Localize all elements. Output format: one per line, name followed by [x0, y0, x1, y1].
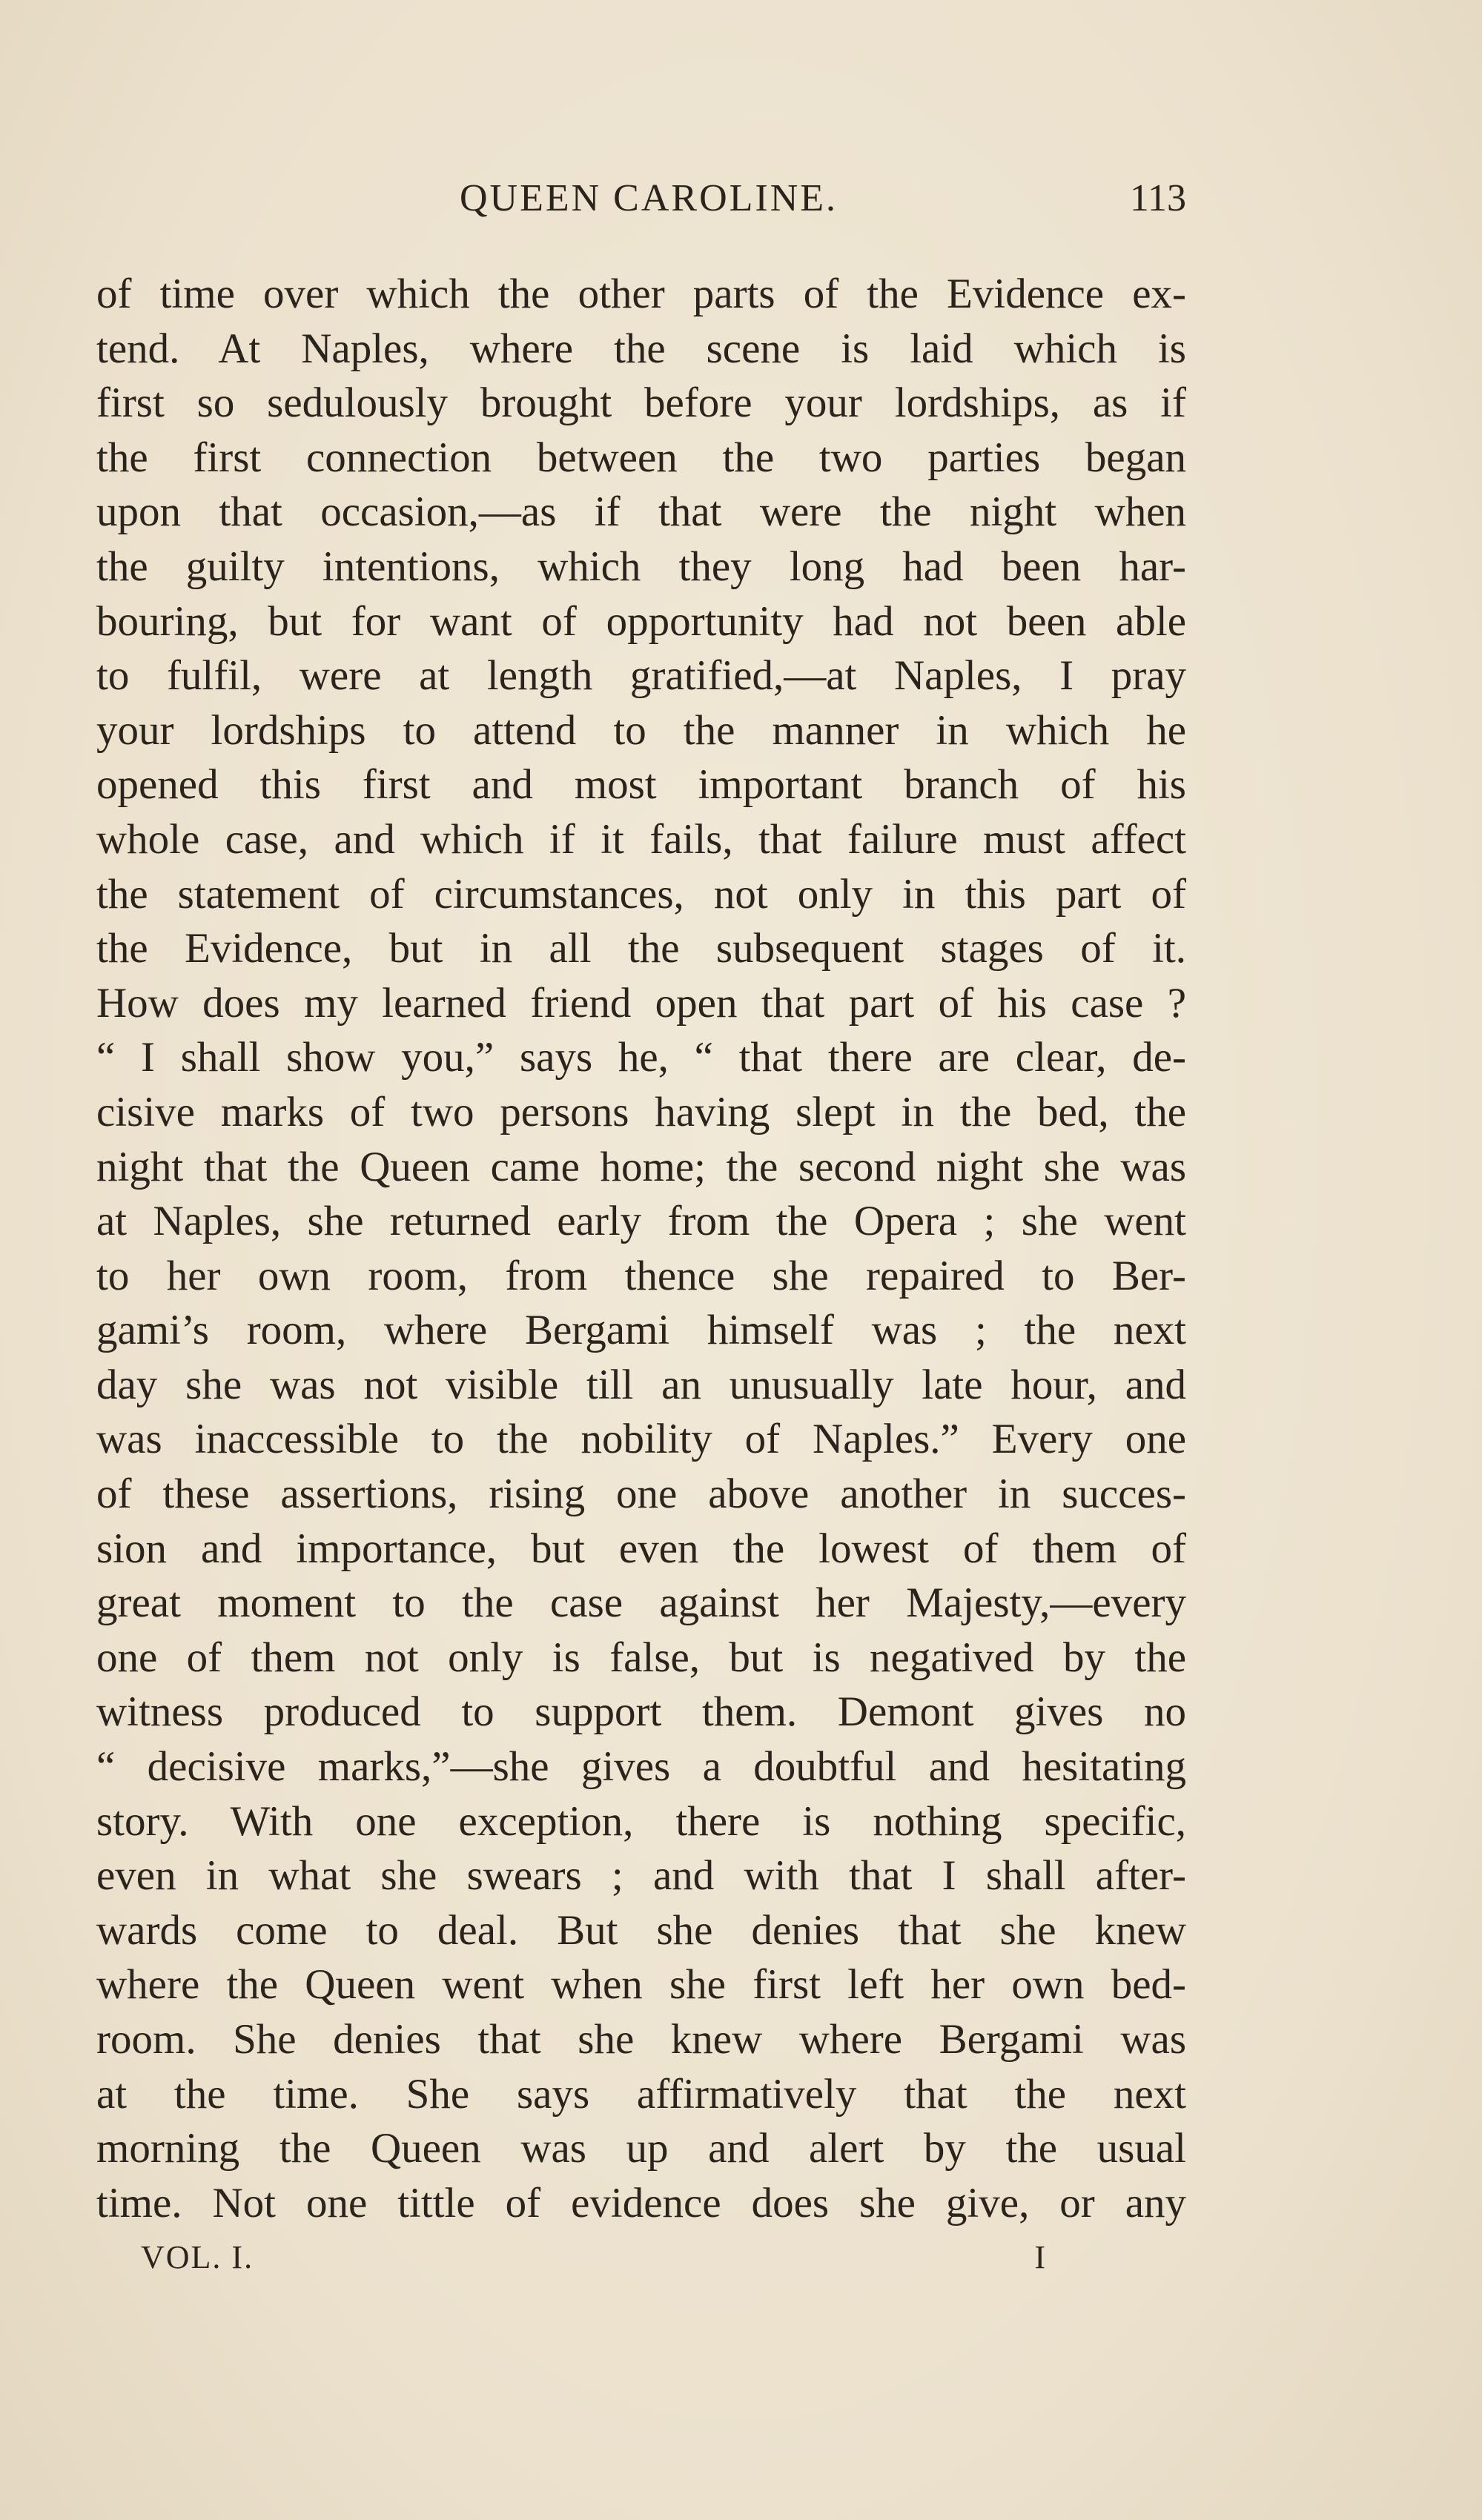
text-line: was inaccessible to the nobility of Naples.” Every one	[96, 1416, 1186, 1463]
text-line: at the time. She says affirmatively that the next	[96, 2070, 1186, 2118]
text-line: bouring, but for want of opportunity had not been able	[96, 597, 1186, 645]
text-line: “ I shall show you,” says he, “ that there are clear, de-	[96, 1034, 1186, 1081]
text-line: time. Not one tittle of evidence does she give, or any	[96, 2179, 1186, 2226]
text-line: great moment to the case against her Majesty,—every	[96, 1579, 1186, 1627]
text-line: at Naples, she returned early from the Opera ; she went	[96, 1198, 1186, 1245]
text-line: the statement of circumstances, not only in this part of	[96, 870, 1186, 918]
running-head-title: QUEEN CAROLINE.	[460, 177, 838, 219]
text-line: cisive marks of two persons having slept in the bed, the	[96, 1088, 1186, 1135]
text-line: witness produced to support them. Demont gives no	[96, 1688, 1186, 1736]
text-line: upon that occasion,—as if that were the night when	[96, 488, 1186, 536]
text-line: the first connection between the two parties began	[96, 434, 1186, 481]
signature-mark: I	[1034, 2239, 1045, 2275]
text-line: to her own room, from thence she repaired to Ber-	[96, 1252, 1186, 1299]
page-footer	[141, 2238, 1045, 2283]
text-line: the Evidence, but in all the subsequent stages of it.	[96, 925, 1186, 972]
text-line: first so sedulously brought before your lordships, as if	[96, 379, 1186, 427]
text-line: of these assertions, rising one above another in succes-	[96, 1470, 1186, 1518]
text-line: “ decisive marks,”—she gives a doubtful and hesitating	[96, 1743, 1186, 1791]
volume-signature: VOL. I.	[141, 2239, 254, 2275]
text-line: morning the Queen was up and alert by the usual	[96, 2125, 1186, 2172]
text-line: of time over which the other parts of the Evidence ex-	[96, 271, 1186, 317]
text-line: day she was not visible till an unusually late hour, and	[96, 1361, 1186, 1408]
text-line: night that the Queen came home; the second night she was	[96, 1143, 1186, 1190]
body-text	[96, 267, 1186, 2230]
text-line: whole case, and which if it fails, that failure must affect	[96, 815, 1186, 863]
text-line: wards come to deal. But she denies that she knew	[96, 1906, 1186, 1954]
text-line: even in what she swears ; and with that I shall after-	[96, 1852, 1186, 1900]
text-line: sion and importance, but even the lowest of them of	[96, 1525, 1186, 1572]
text-line: to fulfil, were at length gratified,—at Naples, I pray	[96, 652, 1186, 700]
text-line: story. With one exception, there is nothing specific,	[96, 1797, 1186, 1845]
text-line: the guilty intentions, which they long had been har-	[96, 543, 1186, 590]
text-line: How does my learned friend open that part of his case ?	[96, 979, 1186, 1027]
running-head	[96, 176, 1186, 236]
text-line: room. She denies that she knew where Bergami was	[96, 2016, 1186, 2063]
text-line: where the Queen went when she first left her own bed-	[96, 1961, 1186, 2009]
page-number: 113	[1129, 177, 1186, 219]
text-line: tend. At Naples, where the scene is laid which is	[96, 325, 1186, 372]
text-line: gami’s room, where Bergami himself was ; the next	[96, 1307, 1186, 1354]
text-line: your lordships to attend to the manner in which he	[96, 706, 1186, 754]
text-line: one of them not only is false, but is negatived by the	[96, 1634, 1186, 1681]
text-line: opened this first and most important branch of his	[96, 761, 1186, 809]
